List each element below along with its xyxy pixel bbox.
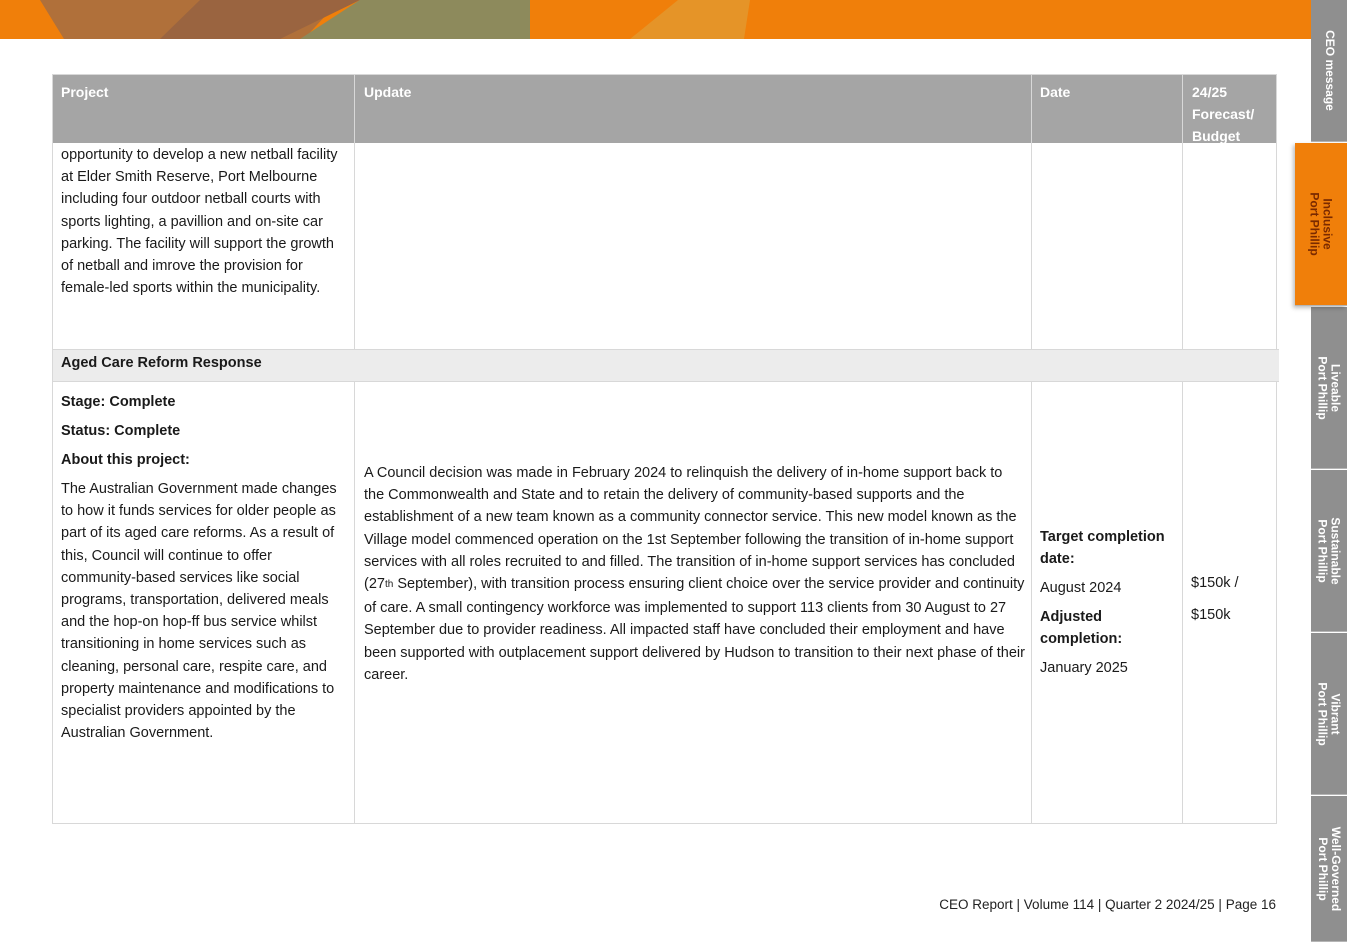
update-text-sup: th [384,579,394,591]
target-date-value: August 2024 [1040,580,1122,596]
header-date: Date [1040,84,1071,100]
tab-sustainable-port-phillip[interactable] [1311,470,1347,632]
banner-shape-light [630,0,750,39]
budget-cell [1191,572,1275,626]
tab-well-governed-port-phillip[interactable] [1311,796,1347,942]
page-footer: CEO Report | Volume 114 | Quarter 2 2024/25 | Page 16 [939,897,1276,912]
stage-label: Stage: Complete [61,394,176,410]
divider-col-3 [1182,75,1183,823]
project-cell [61,391,349,744]
tab-liveable-port-phillip[interactable] [1311,307,1347,469]
target-date-label: Target completion date: [1040,529,1165,567]
tab-well-governed-label: Well-Governed Port Phillip [1316,826,1343,911]
tab-inclusive-label: Inclusive Port Phillip [1308,192,1335,256]
about-text: The Australian Government made changes to how it funds services for older people as part of its aged care reforms. As a result of this, Council will continue to offer community-based services like social programs, transportation, delivered meals and the hop-on hop-ff bus service whilst transitioning in home services such as cleaning, personal care, respite care, and property maintenance and modifications to specialist providers appointed by the Australian Government. [61,481,337,742]
update-text-part-1: A Council decision was made in February 2024 to relinquish the delivery of in-home support back to the Commonwealth and State and to retain the delivery of community-based supports and the establishment of a new team known as a community connector service. This new model known as the Village model commenced operation on the 1st September following the transition of in-home support services with all roles recruited to and filled. The transition of in-home support services has concluded (27 [364,465,1017,593]
divider-col-1 [354,75,355,823]
adjusted-date-label: Adjusted completion: [1040,609,1123,648]
update-text-part-2: September), with transition process ensuring client choice over the service provider and continuity of care. A small contingency workforce was implemented to support 113 clients from 30 August to 27 September due to provider readiness. All impacted staff have concluded their employment and have been supported with outplacement support delivered by Hudson to transition to their next phase of their career. [364,576,1025,683]
budget-value: $150k [1191,607,1231,624]
project-table [52,74,1277,824]
date-cell [1040,526,1178,679]
status-label: Status: Complete [61,423,181,439]
tab-sustainable-label: Sustainable Port Phillip [1316,516,1344,585]
tab-liveable-label: Liveable Port Phillip [1316,355,1343,420]
divider-col-2 [1031,75,1032,823]
tab-ceo-message[interactable] [1311,0,1347,142]
continued-project-text: opportunity to develop a new netball facility at Elder Smith Reserve, Port Melbourne including four outdoor netball courts with sports lighting, a pavillion and on-site car parking. The facility will support the growth of netball and imrove the provision for female-led sports within the municipality. [61,147,338,297]
table-header [53,75,1276,143]
section-title: Aged Care Reform Response [53,349,1279,382]
adjusted-date-value: January 2025 [1040,660,1128,677]
update-text [364,462,1026,686]
forecast-value: $150k / [1191,575,1239,591]
tab-inclusive-port-phillip[interactable] [1295,143,1347,306]
header-project: Project [61,84,109,100]
tab-vibrant-port-phillip[interactable] [1311,633,1347,795]
about-label: About this project: [61,452,190,468]
top-banner [0,0,1311,39]
header-update: Update [364,84,412,100]
section-nav [1308,0,1347,941]
header-budget: 24/25 Forecast/ Budget [1192,84,1255,144]
tab-vibrant-label: Vibrant Port Phillip [1316,681,1343,746]
tab-ceo-message-label: CEO message [1322,30,1337,111]
